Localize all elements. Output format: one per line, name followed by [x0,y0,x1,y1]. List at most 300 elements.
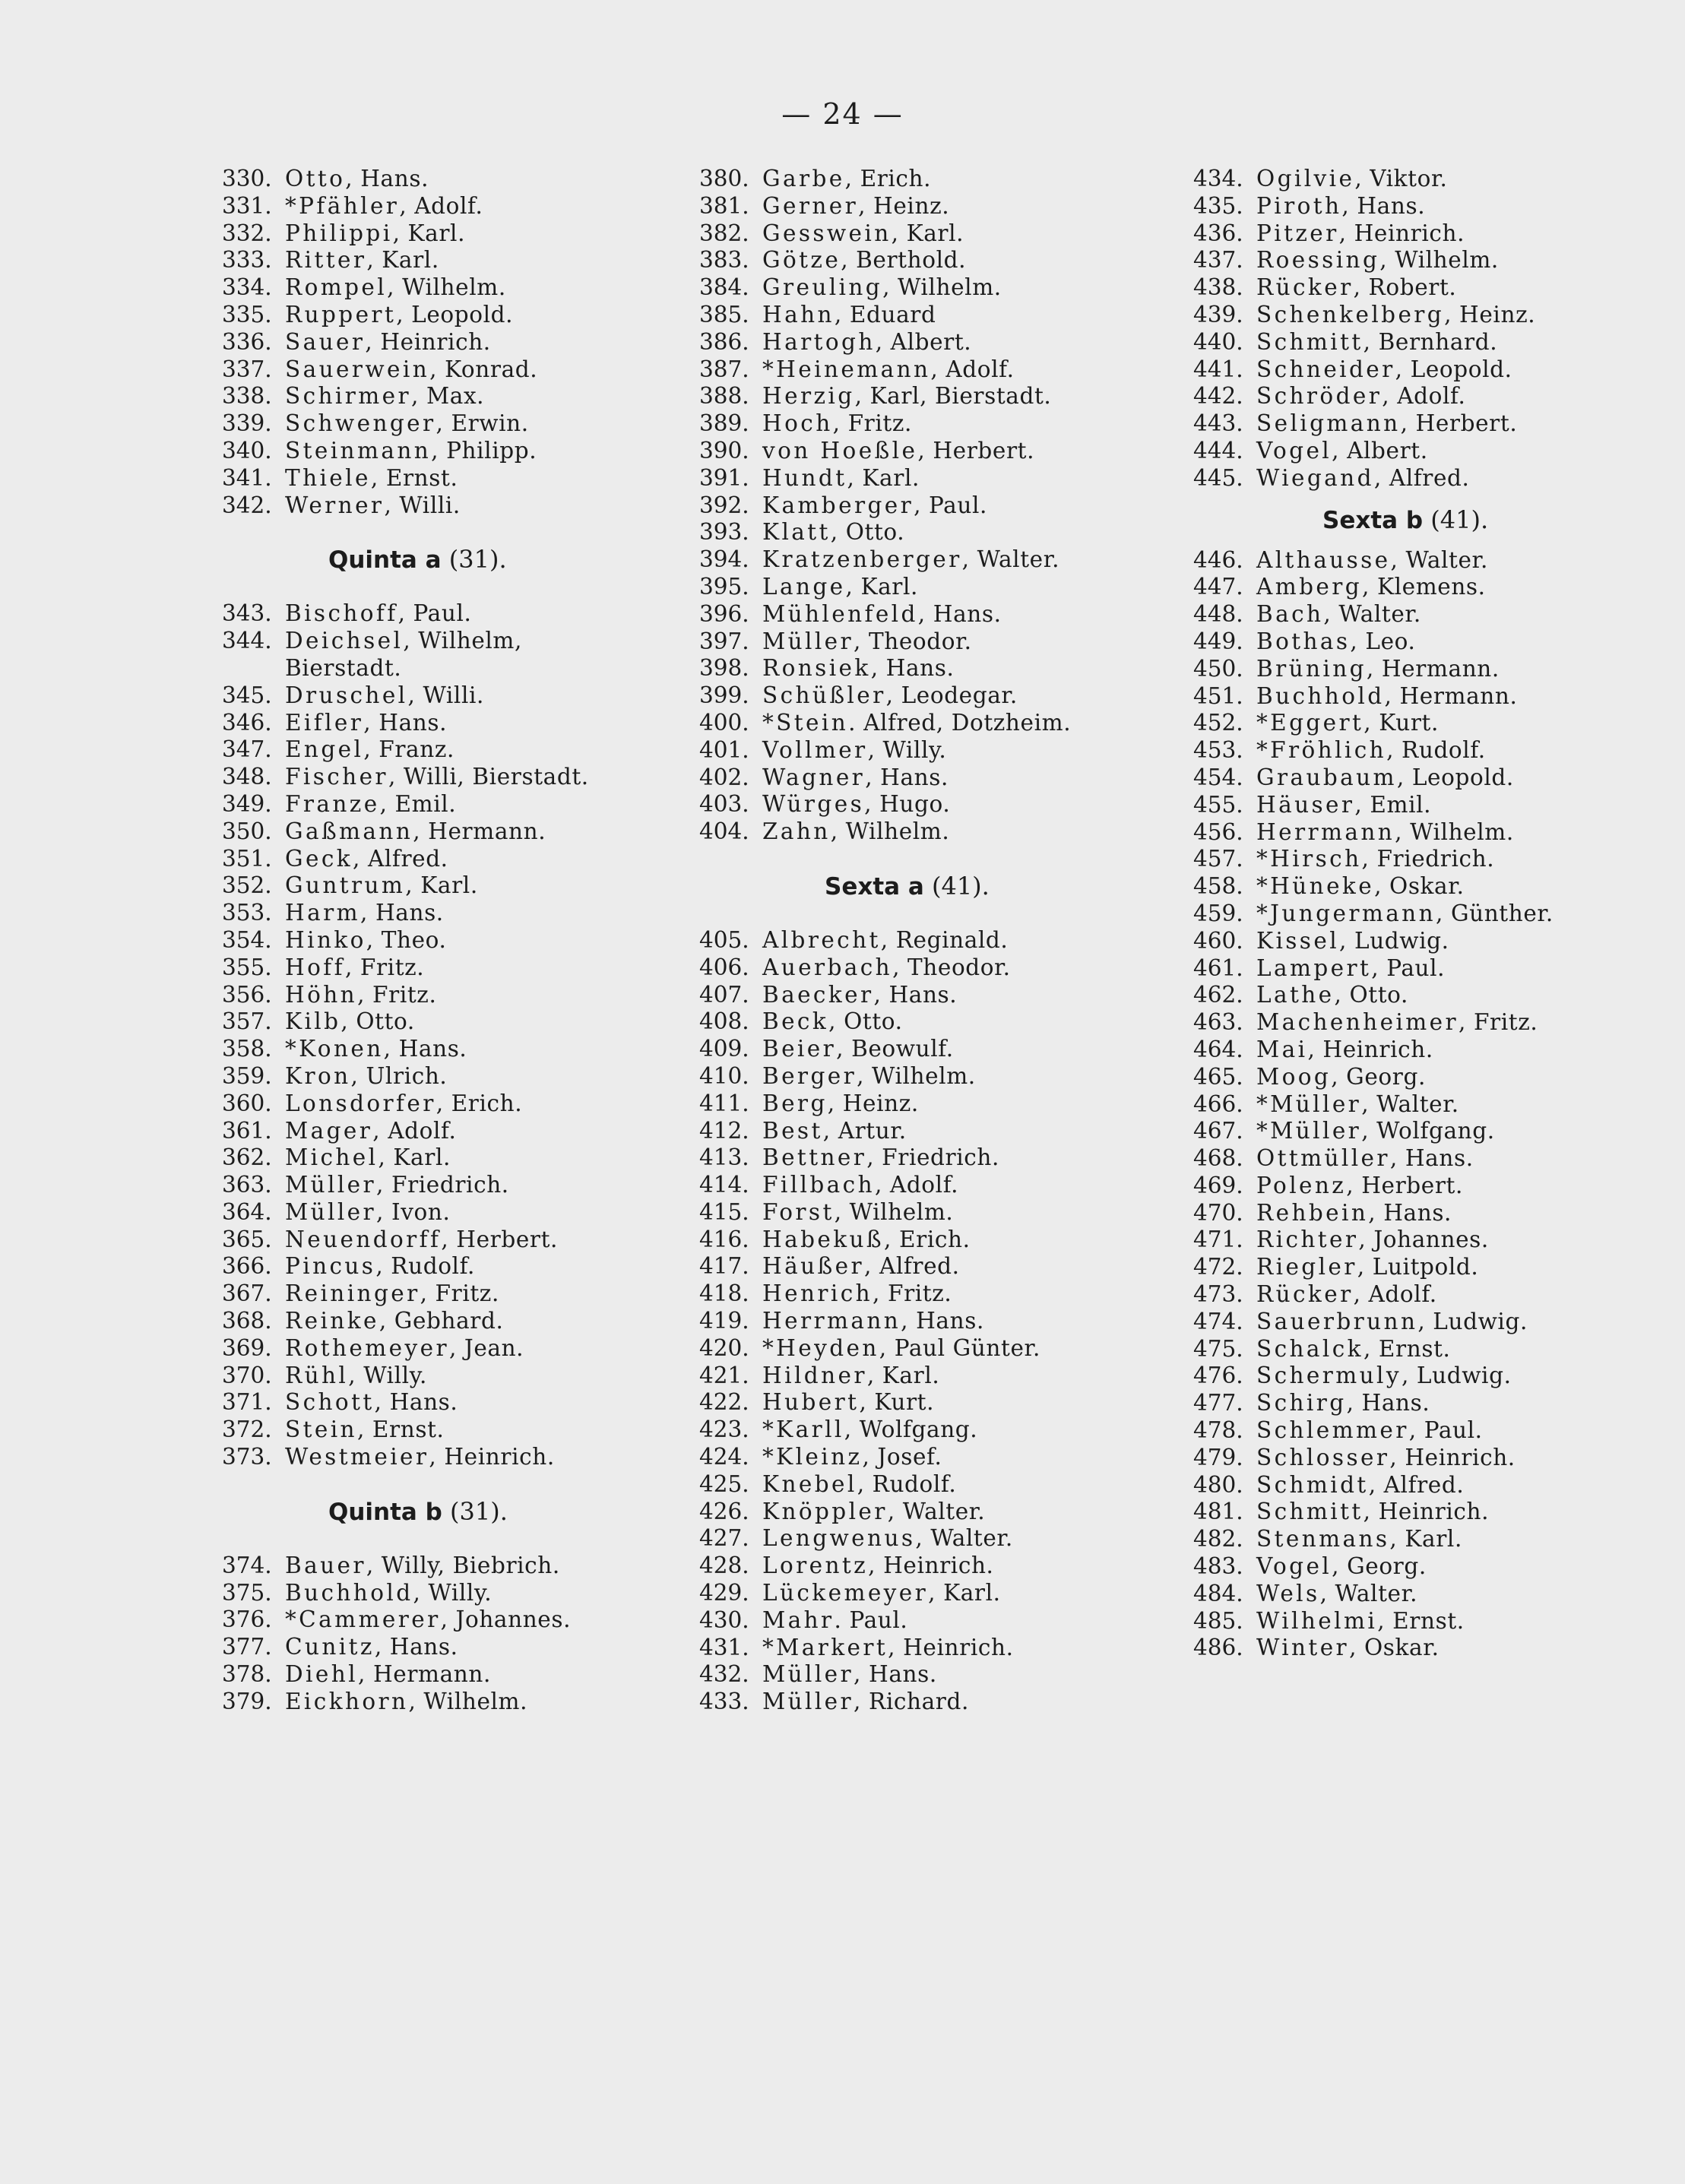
entry-number: 343. [222,600,272,627]
list-entry [699,519,1071,546]
entry-number: 336. [222,328,272,355]
entry-surname: Althausse [1256,546,1391,573]
entry-number: 344. [222,628,272,654]
entry-firstname: , Heinz. [858,192,950,219]
entry-number: 413. [699,1144,749,1171]
entry-surname: Mahr [762,1606,835,1633]
entry-text [762,1607,907,1635]
entry-number: 396. [699,600,749,627]
entry-firstname: , Karl. [1389,1526,1462,1553]
entry-firstname: , Ludwig. [1417,1308,1528,1334]
entry-number: 432. [699,1661,749,1688]
section-heading [222,519,589,600]
entry-number: 408. [699,1008,749,1035]
list-entry [1193,710,1554,737]
list-entry [1193,383,1554,410]
entry-number: 411. [699,1090,749,1116]
list-entry [222,927,589,954]
entry-firstname: , Otto. [828,1008,903,1035]
entry-firstname: , Heinrich. [365,328,491,355]
entry-number: 468. [1193,1145,1243,1172]
entry-firstname: , Johannes. [1358,1227,1489,1253]
entry-surname: Gerner [762,192,859,219]
entry-number: 357. [222,1008,272,1035]
entry-text [1256,1009,1538,1037]
list-entry [222,600,589,628]
entry-number: 424. [699,1444,749,1470]
entry-firstname: , Josef. [862,1444,942,1470]
entry-firstname: , Ernst. [1363,1335,1451,1362]
entry-surname: Bettner [762,1144,867,1171]
entry-number: 445. [1193,464,1243,491]
entry-text [762,274,1002,302]
list-entry [222,982,589,1009]
entry-surname: Thiele [285,464,371,491]
entry-number: 362. [222,1144,272,1171]
entry-number: 417. [699,1253,749,1280]
entry-surname: Seligmann [1256,410,1401,437]
list-entry [699,1635,1071,1662]
entry-surname: Schwenger [285,410,436,437]
entry-surname: Eickhorn [285,1688,409,1714]
entry-text [762,1335,1040,1363]
entry-surname: Philippi [285,220,393,246]
entry-firstname: , Konrad. [429,356,538,382]
entry-surname: Auerbach [762,954,893,980]
entry-firstname: , Ulrich. [350,1062,448,1089]
list-entry [699,1199,1071,1227]
entry-text [762,682,1018,710]
column-2 [699,166,1071,1716]
list-entry [222,764,589,791]
entry-firstname: , Ernst. [1377,1607,1465,1634]
section-name: Quinta a [328,546,442,574]
entry-text [285,438,537,465]
entry-number: 378. [222,1661,272,1688]
entry-number: 334. [222,274,272,301]
entry-number: 352. [222,872,272,899]
entry-surname: *Karll [762,1416,844,1443]
entry-number: 370. [222,1362,272,1388]
entry-text [1256,628,1415,656]
entry-text [1256,710,1439,737]
entry-number: 482. [1193,1526,1243,1553]
column-1 [222,166,589,1716]
list-entry [222,274,589,302]
entry-firstname: , Hermann. [357,1661,491,1688]
entry-number: 339. [222,410,272,437]
entry-firstname: , Hans. [360,900,444,926]
entry-firstname: , Hans. [873,981,958,1008]
list-entry [699,438,1071,465]
entry-firstname: , Emil. [1354,791,1432,818]
entry-firstname: , Georg. [1332,1553,1427,1580]
entry-surname: Hinko [285,926,366,953]
list-entry [1193,302,1554,329]
list-entry [222,954,589,982]
entry-number: 409. [699,1036,749,1062]
entry-surname: Rothemeyer [285,1334,449,1361]
list-entry [222,1606,589,1634]
entry-number: 422. [699,1389,749,1416]
entry-firstname: , Heinz. [827,1090,919,1116]
entry-firstname: , Wolfgang. [844,1416,978,1443]
list-entry [1193,873,1554,901]
entry-text [285,1553,560,1580]
entry-firstname: , Richard. [854,1689,969,1715]
entry-firstname: , Otto. [830,519,905,546]
entry-surname: Zahn [762,818,831,845]
entry-text [1256,1200,1452,1227]
page-number: — 24 — [781,97,904,131]
entry-text [1256,1553,1427,1581]
entry-surname: Sauer [285,328,366,355]
list-entry [699,356,1071,384]
entry-text [762,764,949,792]
entry-text [762,710,1071,737]
entry-surname: Habekuß [762,1226,885,1252]
entry-firstname: , Wolfgang. [1361,1118,1495,1144]
entry-number: 439. [1193,301,1243,328]
list-entry [222,1389,589,1416]
entry-text [762,574,918,601]
entry-surname: Roessing [1256,247,1380,274]
list-entry [699,465,1071,492]
entry-surname: Sauerbrunn [1256,1308,1418,1334]
entry-number: 465. [1193,1063,1243,1090]
entry-firstname: , Ivon. [376,1198,451,1225]
list-entry [222,1036,589,1063]
list-entry [222,1661,589,1689]
entry-firstname: , Walter. [1323,601,1421,628]
entry-surname: Hoch [762,410,833,437]
entry-surname: Hildner [762,1362,867,1388]
entry-text [285,1335,524,1363]
entry-surname: Knöppler [762,1498,888,1524]
list-entry [222,193,589,220]
entry-surname: Buchhold [285,1579,413,1606]
list-entry [699,1689,1071,1716]
entry-number: 382. [699,220,749,246]
list-entry [699,1036,1071,1063]
entry-firstname: , Hans. [870,655,955,682]
entry-text [285,356,537,384]
entry-text [1256,928,1449,955]
list-entry [699,954,1071,982]
list-entry [222,1308,589,1335]
entry-text [285,1280,499,1308]
list-entry [1193,1363,1554,1390]
list-entry [222,1008,589,1036]
entry-text [762,1689,969,1716]
entry-firstname: , Klemens. [1362,574,1486,600]
entry-number: 434. [1193,166,1243,191]
entry-surname: Beck [762,1008,829,1035]
entry-firstname: , Heinz. [1444,301,1536,328]
entry-number: 406. [699,954,749,980]
list-entry [699,601,1071,628]
list-entry [699,1253,1071,1280]
entry-number: 476. [1193,1363,1243,1389]
entry-surname: Hoff [285,954,345,980]
entry-number: 453. [1193,737,1243,764]
entry-text [1256,465,1470,492]
entry-firstname: , Paul Günter. [879,1334,1040,1361]
entry-text [762,1525,1013,1553]
entry-number: 331. [222,192,272,219]
list-entry [1193,1336,1554,1363]
entry-surname: Engel [285,736,364,763]
entry-firstname: , Johannes. [440,1606,572,1633]
entry-surname: Druschel [285,682,408,708]
entry-number: 428. [699,1553,749,1579]
entry-surname: Gesswein [762,220,892,246]
list-entry [1193,1417,1554,1445]
entry-text [762,601,1002,628]
entry-text [762,193,949,220]
entry-firstname: , Ernst. [370,464,458,491]
entry-text [285,927,447,954]
entry-text [285,1008,415,1036]
entry-number: 410. [699,1062,749,1089]
entry-firstname: , Beowulf. [836,1036,954,1062]
list-entry [1193,547,1554,574]
entry-number: 355. [222,954,272,980]
entry-surname: *Pfähler [285,192,400,219]
entry-firstname: , Walter. [961,546,1060,573]
entry-text [762,1253,960,1280]
entry-text [285,736,455,764]
entry-firstname: , Willy. [867,736,947,763]
entry-text [285,1363,427,1390]
entry-number: 449. [1193,628,1243,654]
entry-surname: Schröder [1256,383,1383,410]
list-entry [699,1227,1071,1254]
entry-surname: Herrmann [1256,818,1395,845]
list-entry [222,710,589,737]
entry-text [285,954,424,982]
entry-text [285,1172,509,1199]
entry-text [285,628,522,655]
list-entry [222,1444,589,1471]
entry-number: 463. [1193,1009,1243,1036]
entry-firstname: , Karl. [866,1362,940,1388]
list-entry [1193,955,1554,983]
entry-firstname: , Fritz. [420,1280,499,1307]
entry-firstname: , Karl. [847,464,920,491]
entry-number: 341. [222,464,272,491]
entry-surname: Schenkelberg [1256,301,1445,328]
entry-surname: Müller [285,1172,377,1198]
list-entry [699,193,1071,220]
list-entry [222,247,589,274]
entry-number: 385. [699,301,749,328]
list-entry [222,736,589,764]
entry-text [1256,737,1486,764]
entry-text [285,1389,458,1416]
list-entry [1193,1064,1554,1091]
entry-number: 412. [699,1117,749,1144]
entry-number: 390. [699,437,749,464]
entry-text [1256,1281,1437,1309]
entry-surname: *Hirsch [1256,846,1362,872]
entry-firstname: , Reginald. [880,926,1009,953]
entry-surname: Schlemmer [1256,1417,1409,1444]
entry-text [285,1090,522,1118]
entry-number: 342. [222,492,272,518]
entry-text [1256,1417,1483,1445]
entry-text [1256,1608,1465,1635]
entry-text [762,1008,903,1036]
list-entry [1193,410,1554,438]
entry-number: 427. [699,1525,749,1552]
list-entry [222,492,589,520]
list-entry [1193,166,1554,193]
entry-surname: Rehbein [1256,1199,1369,1226]
entry-firstname: , Fritz. [832,410,912,437]
section-count: (41). [923,871,990,901]
entry-surname: Kilb [285,1008,341,1035]
entry-text [285,465,458,492]
list-entry [1193,737,1554,764]
entry-firstname: , Ernst. [356,1416,445,1443]
list-entry [699,383,1071,410]
list-entry [699,1172,1071,1199]
entry-number: 395. [699,573,749,600]
entry-surname: Winter [1256,1635,1350,1661]
entry-number: 484. [1193,1580,1243,1606]
entry-firstname: , Friedrich. [866,1144,999,1171]
entry-surname: Schneider [1256,356,1395,382]
entry-surname: Deichsel [285,628,404,654]
entry-surname: *Hüneke [1256,873,1375,900]
entry-text [285,1689,527,1716]
entry-number: 332. [222,220,272,246]
entry-number: 338. [222,383,272,410]
entry-number: 469. [1193,1172,1243,1198]
entry-text [1256,764,1514,792]
entry-firstname: , Willi, Bierstadt. [388,764,589,790]
entry-firstname: , Luitpold. [1357,1254,1479,1280]
entry-surname: Götze [762,247,841,274]
entry-text [1256,410,1517,438]
entry-firstname: , Heinrich. [1307,1036,1433,1062]
entry-firstname: , Karl. [845,573,919,600]
entry-number: 388. [699,383,749,410]
entry-firstname: , Wilhelm. [834,1198,954,1225]
list-entry [699,1008,1071,1036]
list-entry [1193,1118,1554,1145]
entry-text [285,166,429,193]
list-entry [1193,1200,1554,1227]
list-entry [222,356,589,384]
entry-firstname: , Wilhelm. [882,274,1002,301]
list-entry [1193,1472,1554,1499]
entry-firstname: , Herbert. [917,437,1035,464]
entry-surname: *Müller [1256,1118,1362,1144]
entry-surname: Bauer [285,1552,366,1578]
entry-text [762,302,936,329]
entry-surname: Riegler [1256,1254,1357,1280]
entry-number: 340. [222,437,272,464]
entry-firstname: , Heinrich. [868,1553,994,1579]
list-entry [699,1063,1071,1090]
entry-text [762,1063,976,1090]
entry-firstname: , Adolf. [372,1117,457,1144]
entry-number: 356. [222,981,272,1008]
entry-text [1256,1309,1528,1336]
list-entry [1193,193,1554,220]
section-heading [1193,492,1554,547]
section-count: (31). [442,1496,508,1526]
list-entry [1193,356,1554,384]
list-entry [222,1280,589,1308]
list-entry [1193,1227,1554,1254]
entry-surname: Höhn [285,981,358,1008]
entry-surname: Bach [1256,601,1324,628]
entry-number: 480. [1193,1471,1243,1498]
entry-surname: Bothas [1256,628,1351,654]
entry-text [762,329,971,356]
entry-number: 381. [699,192,749,219]
entry-number: 444. [1193,437,1243,464]
list-entry [699,1118,1071,1145]
list-entry [699,574,1071,601]
entry-surname: Lengwenus [762,1525,916,1552]
entry-surname: Baecker [762,981,874,1008]
list-entry [1193,438,1554,465]
entry-text [1256,438,1428,465]
entry-surname: Ogilvie [1256,166,1355,191]
entry-firstname: , Georg. [1331,1063,1426,1090]
entry-text [285,383,484,410]
entry-firstname: , Artur. [822,1117,907,1144]
entry-text [285,710,447,737]
entry-firstname: , Albert. [875,328,972,355]
entry-number: 426. [699,1498,749,1524]
list-entry [699,329,1071,356]
entry-surname: Beier [762,1036,837,1062]
entry-surname: Vogel [1256,437,1332,464]
entry-number: 458. [1193,873,1243,900]
entry-firstname: , Hermann. [1366,655,1500,682]
entry-surname: Forst [762,1198,835,1225]
entry-number: 358. [222,1036,272,1062]
entry-surname: Lonsdorfer [285,1090,436,1116]
entry-number: 402. [699,764,749,790]
entry-firstname: , Otto. [340,1008,415,1035]
list-entry [222,628,589,655]
entry-text [1256,220,1465,248]
list-entry [1193,1608,1554,1635]
list-entry [1193,1445,1554,1472]
list-entry [699,682,1071,710]
entry-text [762,1389,934,1416]
entry-firstname: , Alfred. [1368,1471,1465,1498]
entry-number: 349. [222,790,272,817]
entry-number: 387. [699,356,749,382]
entry-firstname: , Karl. [891,220,964,246]
entry-firstname: , Theodor. [892,954,1011,980]
entry-surname: Mai [1256,1036,1308,1062]
entry-firstname: , Paul. [1408,1417,1483,1444]
entry-firstname: , Oskar. [1374,873,1465,900]
entry-number: 486. [1193,1635,1243,1661]
entry-text [285,410,529,438]
entry-firstname: , Karl. [928,1580,1001,1606]
entry-surname: Lorentz [762,1553,869,1579]
entry-surname: Geck [285,845,353,872]
